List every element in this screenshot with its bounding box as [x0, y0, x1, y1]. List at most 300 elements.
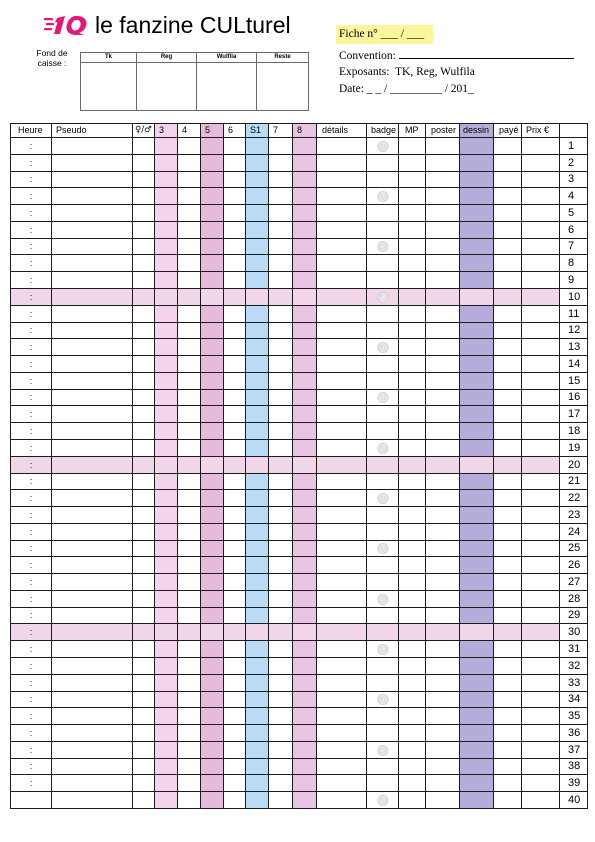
col-4-cell — [177, 674, 201, 692]
col-6-cell — [223, 691, 246, 708]
row-number: 10 — [568, 290, 581, 303]
time-placeholder: : — [29, 626, 33, 637]
row-number: 29 — [568, 609, 581, 621]
dessin-cell — [459, 204, 494, 222]
mp-cell — [398, 254, 426, 272]
poster-cell — [425, 707, 460, 725]
time-placeholder: : — [29, 643, 33, 654]
poster-cell — [425, 322, 460, 339]
col-s1-cell — [245, 221, 269, 239]
col-5-cell — [200, 506, 224, 524]
poster-cell — [425, 405, 460, 423]
col-8-cell — [292, 338, 317, 356]
row-number-cell — [559, 506, 588, 524]
col-5-cell — [200, 171, 224, 188]
poster-cell — [425, 691, 460, 708]
time-placeholder: : — [29, 442, 33, 453]
prix-cell — [521, 640, 560, 658]
paye-cell — [493, 171, 522, 188]
convention-line — [339, 48, 574, 63]
col-7-cell — [268, 724, 293, 742]
pseudo-cell — [51, 271, 133, 289]
col-7-cell — [268, 623, 293, 641]
col-s1-cell — [245, 187, 269, 205]
pseudo-cell — [51, 221, 133, 239]
pseudo-cell — [51, 607, 133, 624]
prix-cell — [521, 154, 560, 172]
col-7-cell — [268, 489, 293, 507]
row-number: 5 — [568, 206, 575, 219]
prix-cell — [521, 221, 560, 239]
gender-cell — [132, 674, 155, 692]
col-4-cell — [177, 271, 201, 289]
details-cell — [316, 489, 367, 507]
prix-cell — [521, 590, 560, 608]
row-number-cell — [559, 288, 588, 306]
mp-cell — [398, 556, 426, 574]
row-number-cell — [559, 305, 588, 323]
col-7-cell — [268, 590, 293, 608]
gender-cell — [132, 254, 155, 272]
row-number-cell — [559, 439, 588, 457]
poster-cell — [425, 774, 460, 792]
col-3-cell — [154, 791, 178, 809]
poster-cell — [425, 489, 460, 507]
col-7-cell — [268, 657, 293, 675]
gender-cell — [132, 439, 155, 457]
col-7-cell — [268, 556, 293, 574]
row-number: 4 — [568, 189, 575, 202]
mp-cell — [398, 288, 426, 306]
col-4-cell — [177, 405, 201, 423]
col-5-cell — [200, 556, 224, 574]
paye-cell — [493, 154, 522, 172]
prix-cell — [521, 422, 560, 440]
col-5-cell — [200, 540, 224, 557]
col-5-cell — [200, 322, 224, 339]
heure-cell — [10, 305, 52, 323]
heure-cell — [10, 640, 52, 658]
dessin-cell — [459, 338, 494, 356]
col-7-cell — [268, 137, 293, 155]
cash-float-label-line: Fond de — [36, 48, 68, 58]
time-placeholder: : — [29, 190, 33, 201]
col-5-cell — [200, 674, 224, 692]
time-placeholder: : — [29, 744, 33, 755]
mp-cell — [398, 573, 426, 591]
col-7-cell — [268, 422, 293, 440]
col-3-cell — [154, 439, 178, 457]
col-3-cell — [154, 523, 178, 541]
row-number: 13 — [568, 340, 581, 353]
time-placeholder: : — [29, 291, 33, 302]
col-3-cell — [154, 204, 178, 222]
dessin-cell — [459, 137, 494, 155]
mp-cell — [398, 187, 426, 205]
badge-icon — [377, 392, 389, 403]
time-placeholder: : — [29, 325, 33, 335]
prix-cell — [521, 523, 560, 541]
details-cell — [316, 540, 367, 557]
row-number: 12 — [568, 324, 581, 336]
mp-cell — [398, 137, 426, 155]
dessin-cell — [459, 506, 494, 524]
row-number-cell — [559, 590, 588, 608]
col-3-cell — [154, 707, 178, 725]
gender-cell — [132, 338, 155, 356]
time-placeholder: : — [29, 710, 33, 721]
badge-cell — [366, 154, 399, 172]
time-placeholder: : — [29, 610, 33, 620]
col-6-cell — [223, 489, 246, 507]
cash-reste-header: Reste — [257, 53, 309, 63]
dessin-cell — [459, 271, 494, 289]
row-number: 39 — [568, 776, 581, 789]
paye-cell — [493, 238, 522, 255]
badge-cell — [366, 523, 399, 541]
paye-cell — [493, 774, 522, 792]
time-placeholder: : — [29, 408, 33, 419]
badge-cell — [366, 355, 399, 373]
row-number: 20 — [568, 458, 581, 471]
col-7-cell — [268, 741, 293, 759]
details-cell — [316, 372, 367, 390]
prix-cell — [521, 389, 560, 406]
col-8-cell — [292, 506, 317, 524]
poster-cell — [425, 137, 460, 155]
fiche-number-field: Fiche n° ___ / ___ — [336, 25, 433, 44]
col-s1-cell — [245, 355, 269, 373]
col-s1-cell — [245, 489, 269, 507]
badge-cell — [366, 774, 399, 792]
heure-cell — [10, 422, 52, 440]
col-5-cell — [200, 758, 224, 775]
details-cell — [316, 456, 367, 474]
col-8-cell — [292, 657, 317, 675]
col-7-cell — [268, 439, 293, 457]
poster-cell — [425, 456, 460, 474]
row-number-cell — [559, 372, 588, 390]
heure-cell — [10, 707, 52, 725]
col-8-cell — [292, 238, 317, 255]
col-6-cell — [223, 405, 246, 423]
col-7-cell — [268, 322, 293, 339]
col-6-cell — [223, 741, 246, 759]
paye-cell — [493, 724, 522, 742]
gender-cell — [132, 204, 155, 222]
badge-icon — [377, 443, 389, 454]
col-4-cell — [177, 741, 201, 759]
col-7-cell — [268, 271, 293, 289]
heure-cell — [10, 758, 52, 775]
heure-cell — [10, 322, 52, 339]
col-7-cell — [268, 254, 293, 272]
heure-cell — [10, 389, 52, 406]
col-4-cell — [177, 238, 201, 255]
badge-icon — [377, 694, 389, 705]
dessin-cell — [459, 473, 494, 490]
row-number-cell — [559, 657, 588, 675]
col-6-cell — [223, 238, 246, 255]
badge-cell — [366, 758, 399, 775]
row-number: 36 — [568, 726, 581, 739]
heure-cell — [10, 590, 52, 608]
badge-cell — [366, 405, 399, 423]
pseudo-cell — [51, 338, 133, 356]
prix-cell — [521, 741, 560, 759]
row-number: 19 — [568, 441, 581, 454]
prix-cell — [521, 288, 560, 306]
col-7-header: 7 — [268, 123, 293, 138]
gender-cell — [132, 623, 155, 641]
col-5-cell — [200, 724, 224, 742]
paye-cell — [493, 691, 522, 708]
gender-cell — [132, 556, 155, 574]
paye-cell — [493, 204, 522, 222]
cash-float-table — [80, 52, 309, 111]
row-number-cell — [559, 691, 588, 708]
pseudo-cell — [51, 506, 133, 524]
dessin-cell — [459, 540, 494, 557]
paye-cell — [493, 758, 522, 775]
prix-cell — [521, 473, 560, 490]
col-8-cell — [292, 439, 317, 457]
row-number-cell — [559, 355, 588, 373]
prix-cell — [521, 607, 560, 624]
col-s1-cell — [245, 556, 269, 574]
col-3-cell — [154, 322, 178, 339]
col-s1-cell — [245, 791, 269, 809]
col-4-cell — [177, 187, 201, 205]
col-3-cell — [154, 187, 178, 205]
pseudo-cell — [51, 389, 133, 406]
col-8-cell — [292, 758, 317, 775]
col-5-cell — [200, 523, 224, 541]
col-5-cell — [200, 590, 224, 608]
details-cell — [316, 674, 367, 692]
pseudo-cell — [51, 724, 133, 742]
details-cell — [316, 657, 367, 675]
heure-cell — [10, 355, 52, 373]
mp-cell — [398, 607, 426, 624]
col-4-cell — [177, 439, 201, 457]
dessin-cell — [459, 758, 494, 775]
prix-cell — [521, 724, 560, 742]
col-6-cell — [223, 389, 246, 406]
mp-cell — [398, 506, 426, 524]
heure-cell — [10, 607, 52, 624]
col-6-cell — [223, 456, 246, 474]
col-4-cell — [177, 171, 201, 188]
dessin-cell — [459, 791, 494, 809]
col-6-cell — [223, 439, 246, 457]
col-4-cell — [177, 254, 201, 272]
paye-cell — [493, 355, 522, 373]
poster-cell — [425, 238, 460, 255]
mp-cell — [398, 523, 426, 541]
poster-cell — [425, 607, 460, 624]
badge-icon — [377, 141, 389, 152]
col-s1-cell — [245, 372, 269, 390]
badge-cell — [366, 707, 399, 725]
badge-cell — [366, 724, 399, 742]
pseudo-cell — [51, 556, 133, 574]
col-5-cell — [200, 657, 224, 675]
col-6-cell — [223, 758, 246, 775]
dessin-cell — [459, 456, 494, 474]
gender-cell — [132, 422, 155, 440]
cash-float-label-line: caisse : — [37, 57, 67, 68]
gender-cell — [132, 171, 155, 188]
pseudo-cell — [51, 590, 133, 608]
gender-cell — [132, 137, 155, 155]
paye-cell — [493, 372, 522, 390]
badge-cell — [366, 171, 399, 188]
col-8-cell — [292, 389, 317, 406]
col-7-cell — [268, 204, 293, 222]
col-6-cell — [223, 171, 246, 188]
dessin-cell — [459, 573, 494, 591]
mp-cell — [398, 204, 426, 222]
poster-cell — [425, 221, 460, 239]
paye-cell — [493, 590, 522, 608]
col-3-cell — [154, 154, 178, 172]
col-5-cell — [200, 691, 224, 708]
badge-cell — [366, 590, 399, 608]
poster-cell — [425, 590, 460, 608]
details-cell — [316, 473, 367, 490]
gender-cell — [132, 774, 155, 792]
poster-cell — [425, 506, 460, 524]
col-8-cell — [292, 556, 317, 574]
poster-cell — [425, 187, 460, 205]
mp-cell — [398, 238, 426, 255]
badge-cell — [366, 657, 399, 675]
heure-cell — [10, 506, 52, 524]
col-8-cell — [292, 791, 317, 809]
dessin-cell — [459, 489, 494, 507]
row-number-cell — [559, 774, 588, 792]
badge-cell — [366, 640, 399, 658]
col-4-cell — [177, 523, 201, 541]
time-placeholder: : — [29, 341, 33, 352]
dessin-cell — [459, 221, 494, 239]
exposants-line: Exposants: TK, Reg, Wulfila — [339, 66, 475, 78]
col-5-cell — [200, 774, 224, 792]
col-6-cell — [223, 288, 246, 306]
heure-cell — [10, 456, 52, 474]
col-4-cell — [177, 221, 201, 239]
col-7-cell — [268, 691, 293, 708]
gender-cell — [132, 322, 155, 339]
prix-cell — [521, 305, 560, 323]
row-number: 8 — [568, 256, 575, 269]
col-5-cell — [200, 422, 224, 440]
prix-cell — [521, 758, 560, 775]
paye-cell — [493, 741, 522, 759]
col-4-cell — [177, 506, 201, 524]
time-placeholder: : — [29, 727, 33, 738]
col-3-cell — [154, 355, 178, 373]
col-s1-cell — [245, 724, 269, 742]
paye-cell — [493, 640, 522, 658]
mp-cell — [398, 405, 426, 423]
details-cell — [316, 724, 367, 742]
mp-cell — [398, 372, 426, 390]
prix-cell — [521, 322, 560, 339]
time-placeholder: : — [29, 257, 33, 268]
dessin-cell — [459, 254, 494, 272]
paye-cell — [493, 389, 522, 406]
col-4-cell — [177, 456, 201, 474]
poster-cell — [425, 288, 460, 306]
col-6-cell — [223, 540, 246, 557]
details-cell — [316, 791, 367, 809]
badge-cell — [366, 204, 399, 222]
col-7-cell — [268, 674, 293, 692]
col-s1-cell — [245, 523, 269, 541]
dessin-cell — [459, 590, 494, 608]
col-5-cell — [200, 473, 224, 490]
col-8-cell — [292, 322, 317, 339]
row-number-cell — [559, 540, 588, 557]
col-6-cell — [223, 204, 246, 222]
time-placeholder: : — [29, 224, 33, 235]
time-placeholder: : — [29, 492, 33, 503]
badge-icon — [377, 745, 389, 756]
prix-cell — [521, 506, 560, 524]
row-number: 22 — [568, 491, 581, 504]
poster-cell — [425, 758, 460, 775]
col-6-cell — [223, 556, 246, 574]
col-8-cell — [292, 590, 317, 608]
col-s1-cell — [245, 254, 269, 272]
prix-cell — [521, 774, 560, 792]
poster-cell — [425, 473, 460, 490]
col-8-cell — [292, 674, 317, 692]
dessin-cell — [459, 405, 494, 423]
prix-cell — [521, 439, 560, 457]
col-5-cell — [200, 623, 224, 641]
dessin-cell — [459, 556, 494, 574]
col-4-cell — [177, 607, 201, 624]
gender-cell — [132, 305, 155, 323]
col-s1-cell — [245, 204, 269, 222]
paye-cell — [493, 540, 522, 557]
col-5-cell — [200, 305, 224, 323]
badge-cell — [366, 238, 399, 255]
cash-float-value-row — [81, 63, 309, 111]
pseudo-cell — [51, 674, 133, 692]
prix-cell — [521, 556, 560, 574]
time-placeholder: : — [29, 559, 33, 570]
col-s1-cell — [245, 322, 269, 339]
col-8-cell — [292, 355, 317, 373]
row-number: 31 — [568, 642, 581, 655]
pseudo-cell — [51, 187, 133, 205]
col-8-cell — [292, 523, 317, 541]
col-3-cell — [154, 657, 178, 675]
col-4-cell — [177, 590, 201, 608]
badge-icon — [377, 644, 389, 655]
heure-cell — [10, 204, 52, 222]
col-3-cell — [154, 623, 178, 641]
col-8-header: 8 — [292, 123, 317, 138]
col-4-cell — [177, 724, 201, 742]
poster-cell — [425, 204, 460, 222]
pseudo-cell — [51, 657, 133, 675]
dessin-cell — [459, 372, 494, 390]
